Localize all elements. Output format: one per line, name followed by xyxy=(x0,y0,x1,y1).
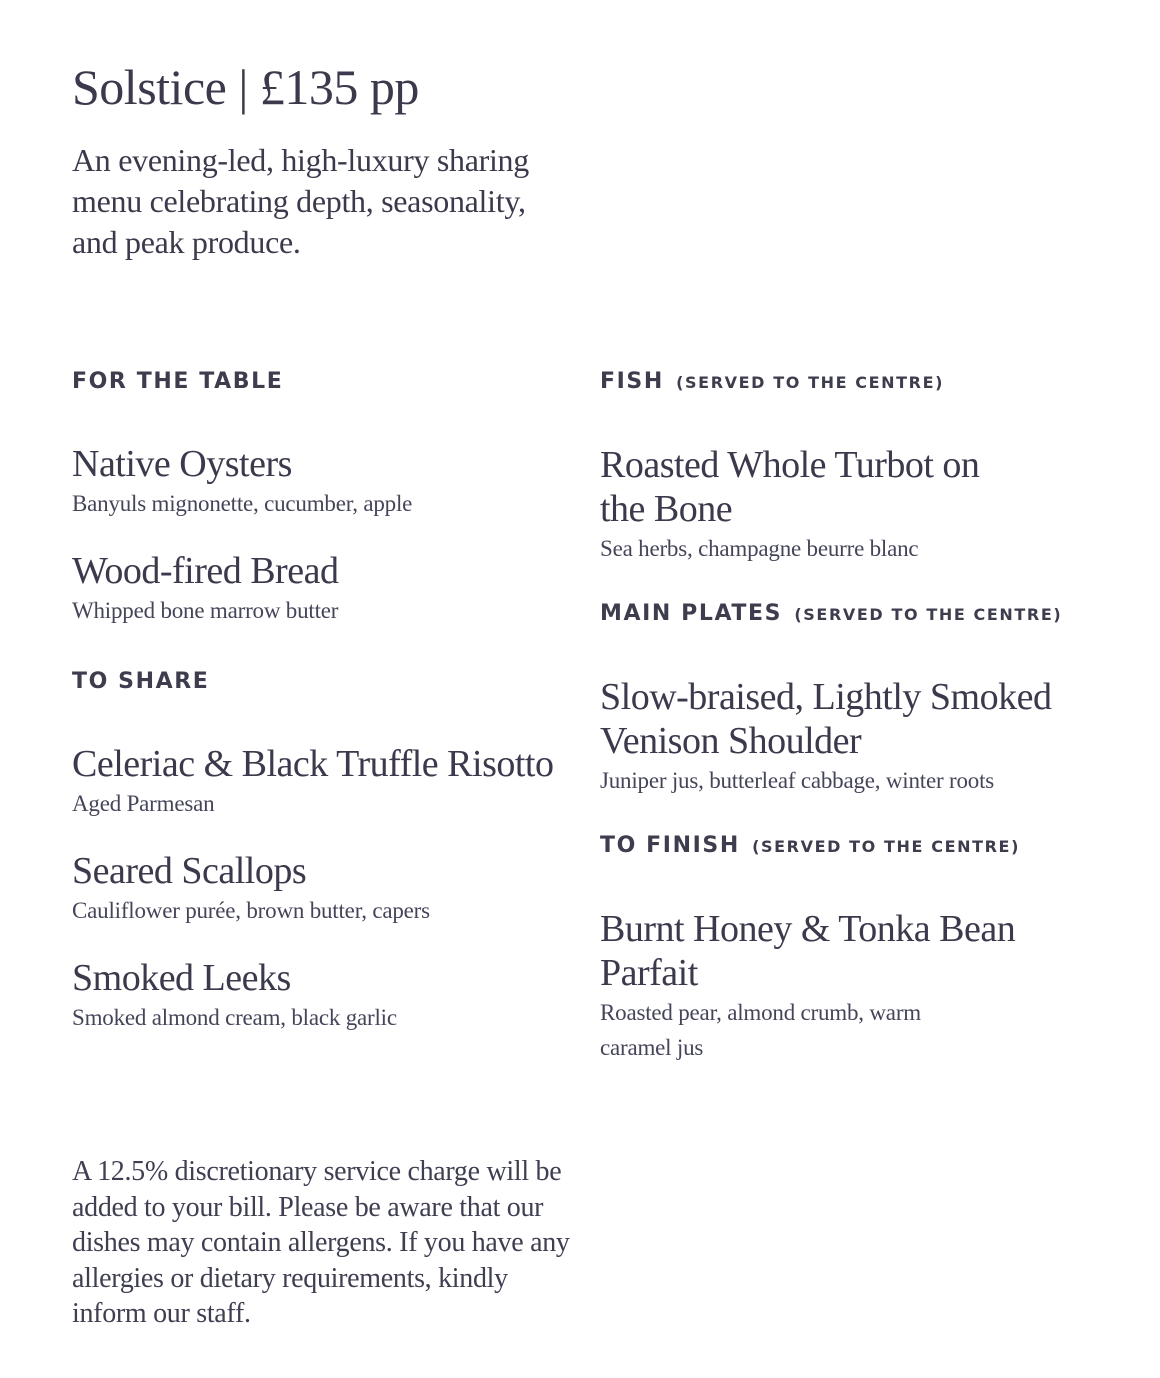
menu-item xyxy=(72,442,572,521)
section-heading-note: (SERVED TO THE CENTRE) xyxy=(676,373,945,392)
dish-name: Native Oysters xyxy=(72,443,292,485)
menu-item xyxy=(72,956,572,1035)
section-heading-note: (SERVED TO THE CENTRE) xyxy=(794,605,1063,624)
dish-name: Smoked Leeks xyxy=(72,957,291,999)
dish-description: Aged Parmesan xyxy=(72,791,215,816)
section-heading-fish xyxy=(600,368,1120,397)
dish-name: Roasted Whole Turbot on the Bone xyxy=(600,444,980,530)
section-heading-to-finish xyxy=(600,832,1120,861)
dish-name: Slow-braised, Lightly Smoked Venison Shoulder xyxy=(600,676,1052,762)
dish-description: Roasted pear, almond crumb, warm caramel jus xyxy=(600,1000,921,1060)
menu-item xyxy=(72,849,572,928)
dish-description: Banyuls mignonette, cucumber, apple xyxy=(72,491,413,516)
menu-intro: An evening-led, high-luxury sharing menu celebrating depth, seasonality, and peak produce. xyxy=(72,142,529,260)
left-column xyxy=(72,368,572,1035)
menu-item xyxy=(600,443,1120,566)
dish-name: Burnt Honey & Tonka Bean Parfait xyxy=(600,908,1016,994)
dish-description: Juniper jus, butterleaf cabbage, winter roots xyxy=(600,768,995,793)
section-heading-label: FOR THE TABLE xyxy=(72,369,284,394)
menu-item xyxy=(72,742,572,821)
section-heading-main-plates xyxy=(600,600,1120,629)
section-heading-label: MAIN PLATES xyxy=(600,601,783,626)
dish-name: Celeriac & Black Truffle Risotto xyxy=(72,743,554,785)
menu-item xyxy=(600,907,1120,1065)
menu-item xyxy=(72,549,572,628)
section-heading-note: (SERVED TO THE CENTRE) xyxy=(752,837,1020,856)
dish-description: Smoked almond cream, black garlic xyxy=(72,1005,397,1030)
dish-description: Sea herbs, champagne beurre blanc xyxy=(600,536,919,561)
menu-item xyxy=(600,675,1120,798)
right-column xyxy=(600,368,1120,1065)
dish-name: Seared Scallops xyxy=(72,850,307,892)
section-heading-for-the-table xyxy=(72,368,572,396)
menu-title: Solstice | £135 pp xyxy=(72,59,419,115)
service-charge-notice: A 12.5% discretionary service charge will be added to your bill. Please be aware that our dishes may contain allergens. If you have any allergies or dietary requirements, kindly inform our staff. xyxy=(72,1156,570,1329)
dish-description: Cauliflower purée, brown butter, capers xyxy=(72,898,430,923)
dish-description: Whipped bone marrow butter xyxy=(72,598,339,623)
section-heading-label: TO SHARE xyxy=(72,669,210,694)
section-heading-label: FISH xyxy=(600,369,664,394)
section-heading-to-share xyxy=(72,668,572,696)
dish-name: Wood-fired Bread xyxy=(72,550,339,592)
section-heading-label: TO FINISH xyxy=(600,833,740,858)
